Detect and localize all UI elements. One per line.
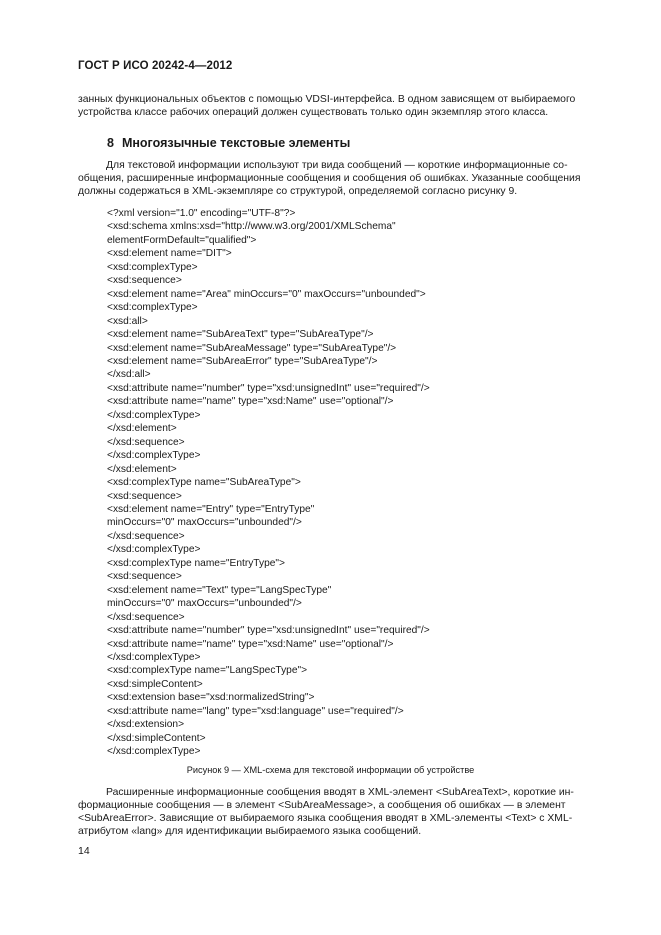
code-line: <xsd:sequence> [107, 490, 182, 502]
code-line: </xsd:sequence> [107, 436, 185, 448]
code-line: <xsd:attribute name="number" type="xsd:unsignedInt" use="required"/> [107, 382, 430, 394]
closing-paragraph [78, 786, 614, 838]
code-line: </xsd:complexType> [107, 450, 201, 462]
paragraph-line: атрибутом «lang» для идентификации выбираемого языка сообщений. [78, 826, 422, 837]
code-line: minOccurs="0" maxOccurs="unbounded"/> [107, 517, 302, 529]
code-line: <xsd:schema xmlns:xsd="http://www.w3.org/2001/XMLSchema" [107, 221, 396, 233]
code-line: </xsd:complexType> [107, 409, 201, 421]
paragraph-line: должны содержаться в XML-экземпляре со структурой, определяемой согласно рисунку 9. [78, 186, 518, 197]
code-line: <xsd:complexType> [107, 261, 198, 273]
code-line: <xsd:element name="SubAreaError" type="SubAreaType"/> [107, 355, 378, 367]
code-line: <xsd:attribute name="number" type="xsd:unsignedInt" use="required"/> [107, 625, 430, 637]
code-line: <?xml version="1.0" encoding="UTF-8"?> [107, 208, 296, 219]
code-line: <xsd:attribute name="name" type="xsd:Name" use="optional"/> [107, 638, 394, 650]
code-line: <xsd:complexType> [107, 302, 198, 314]
code-line: <xsd:element name="DIT"> [107, 248, 232, 260]
paragraph-line: общения, расширенные информационные сообщения и сообщения об ошибках. Указанные сообщения [78, 173, 581, 184]
code-line: </xsd:extension> [107, 719, 185, 731]
paragraph-line: занных функциональных объектов с помощью VDSI-интерфейса. В одном зависящем от выбираемого [78, 94, 576, 105]
code-line: <xsd:attribute name="lang" type="xsd:language" use="required"/> [107, 705, 404, 717]
xml-schema-code [107, 207, 430, 759]
code-line: <xsd:element name="SubAreaText" type="SubAreaType"/> [107, 329, 374, 341]
code-line: </xsd:element> [107, 423, 177, 435]
code-line: <xsd:attribute name="name" type="xsd:Name" use="optional"/> [107, 396, 394, 408]
section-number: 8 [107, 136, 114, 150]
figure-caption: Рисунок 9 — XML-схема для текстовой информации об устройстве [186, 765, 475, 775]
code-line: <xsd:simpleContent> [107, 678, 203, 690]
code-line: <xsd:complexType name="LangSpecType"> [107, 665, 308, 677]
paragraph-line: Для текстовой информации используют три вида сообщений — короткие информационные со- [106, 160, 568, 171]
code-line: <xsd:element name="Area" minOccurs="0" maxOccurs="unbounded"> [107, 288, 426, 300]
standard-header: ГОСТ Р ИСО 20242-4—2012 [78, 60, 233, 72]
code-line: <xsd:extension base="xsd:normalizedString"> [107, 692, 315, 704]
code-line: <xsd:sequence> [107, 571, 182, 583]
code-line: </xsd:sequence> [107, 530, 185, 542]
code-line: <xsd:complexType name="EntryType"> [107, 557, 285, 569]
code-line: <xsd:element name="Text" type="LangSpecType" [107, 584, 332, 596]
code-line: </xsd:complexType> [107, 746, 201, 758]
code-line: </xsd:element> [107, 463, 177, 475]
code-line: </xsd:complexType> [107, 544, 201, 556]
code-line: <xsd:complexType name="SubAreaType"> [107, 477, 301, 489]
paragraph-line: <SubAreaError>. Зависящие от выбираемого языка сообщения вводят в XML-элементы <Text> с XML- [78, 813, 573, 824]
code-line: </xsd:simpleContent> [107, 732, 206, 744]
paragraph-line: формационные сообщения — в элемент <SubAreaMessage>, а сообщения об ошибках — в элемент [78, 800, 566, 811]
code-line: </xsd:sequence> [107, 611, 185, 623]
intro-paragraph [78, 93, 614, 119]
section-title: Многоязычные текстовые элементы [121, 136, 351, 150]
section-heading [107, 136, 350, 150]
section-paragraph [78, 159, 614, 198]
code-line: <xsd:sequence> [107, 275, 182, 287]
code-line: minOccurs="0" maxOccurs="unbounded"/> [107, 598, 302, 610]
code-line: <xsd:all> [107, 315, 148, 327]
code-line: <xsd:element name="SubAreaMessage" type="SubAreaType"/> [107, 342, 397, 354]
code-line: elementFormDefault="qualified"> [107, 234, 257, 246]
paragraph-line: Расширенные информационные сообщения вводят в XML-элемент <SubAreaText>, короткие ин- [106, 787, 574, 798]
paragraph-line: устройства классе рабочих операций должен существовать только один экземпляр этого класса. [78, 107, 549, 118]
code-line: <xsd:element name="Entry" type="EntryType" [107, 503, 315, 515]
code-line: </xsd:complexType> [107, 651, 201, 663]
code-line: </xsd:all> [107, 369, 151, 381]
page-number: 14 [78, 845, 90, 857]
